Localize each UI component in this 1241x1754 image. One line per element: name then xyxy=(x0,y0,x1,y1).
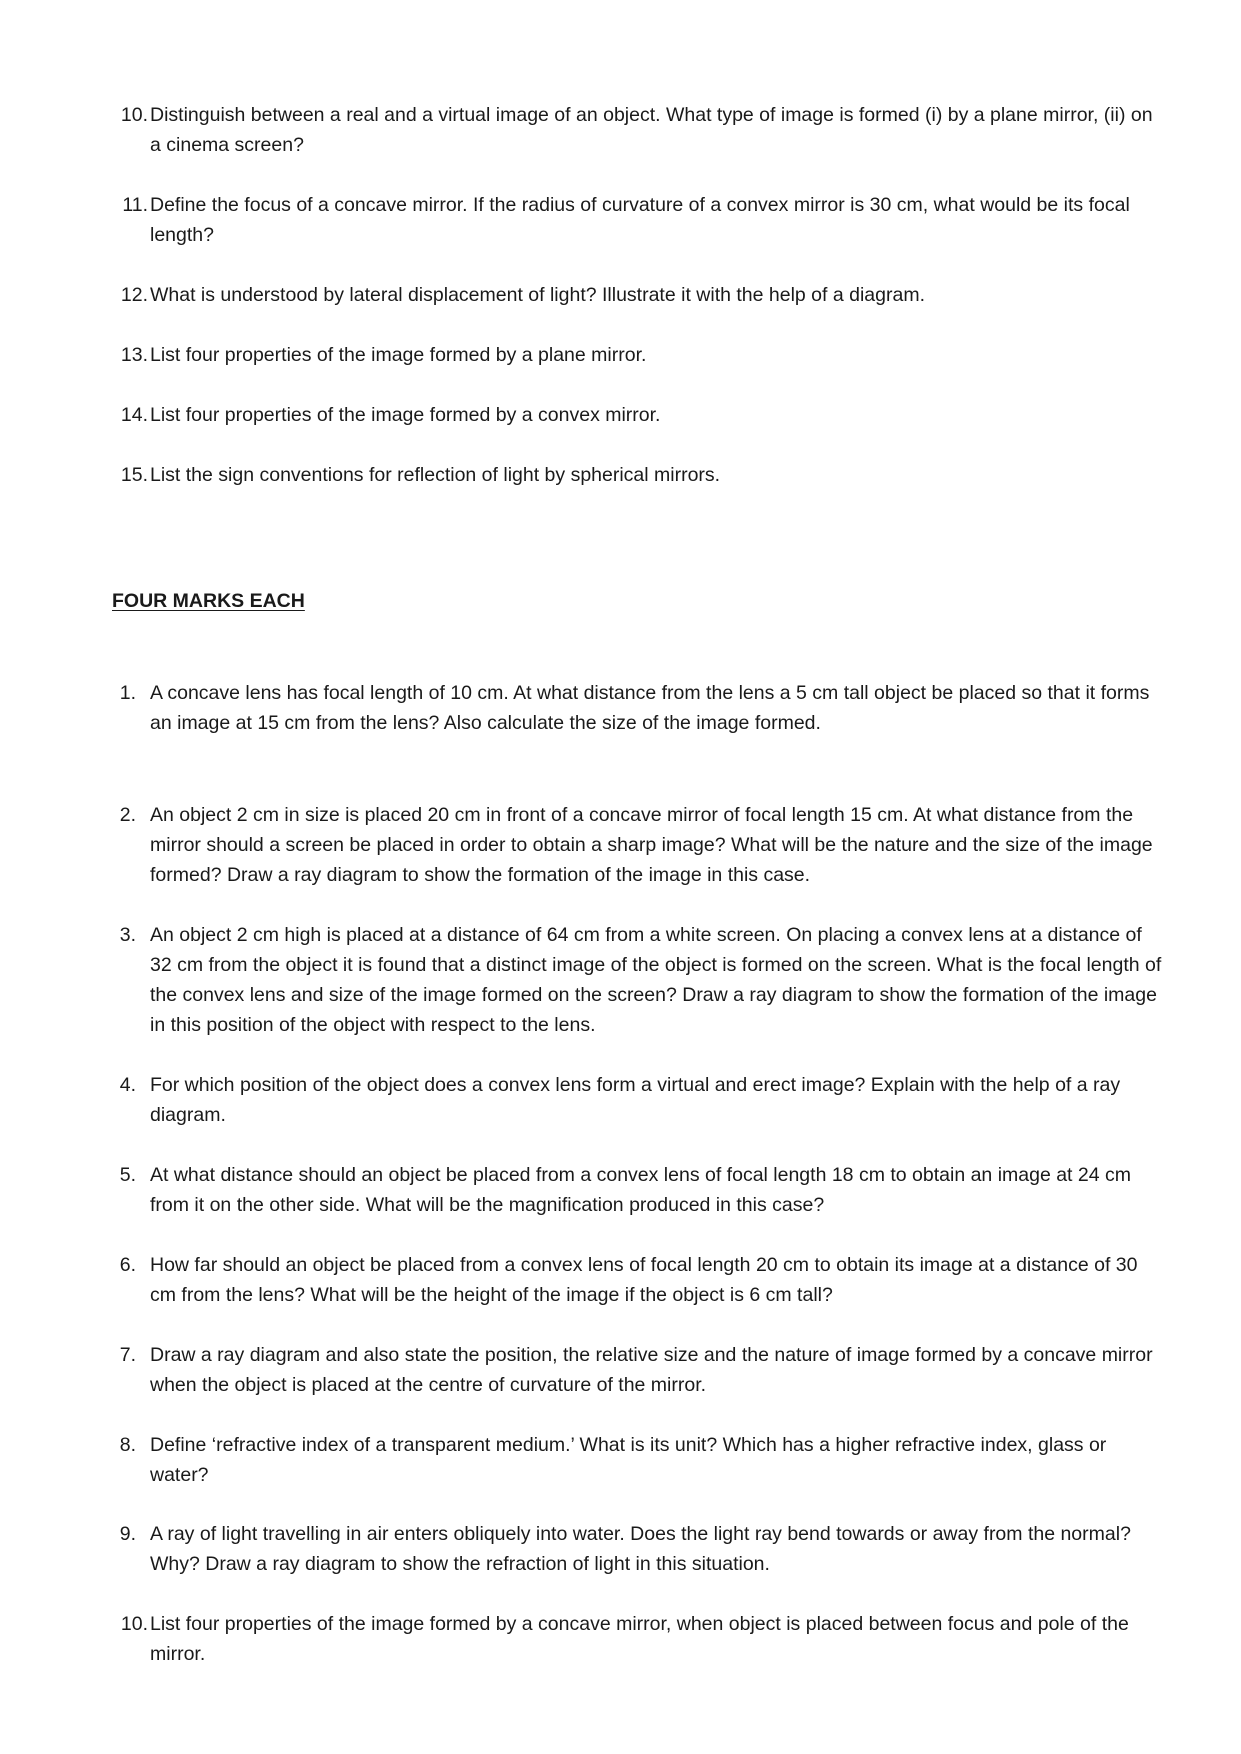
question-number: 8. xyxy=(119,1434,136,1456)
question-item xyxy=(112,1070,1162,1130)
question-text: Define ‘refractive index of a transparent medium.’ What is its unit? Which has a higher refractive index, glass or water? xyxy=(150,1434,1107,1486)
question-text: For which position of the object does a convex lens form a virtual and erect image? Explain with the help of a ray diagram. xyxy=(150,1074,1121,1126)
question-number: 14. xyxy=(120,404,148,426)
question-item xyxy=(112,1430,1162,1490)
question-item xyxy=(112,800,1162,890)
question-item xyxy=(112,460,1162,490)
question-number: 5. xyxy=(119,1164,136,1186)
question-number: 4. xyxy=(119,1074,136,1096)
question-item xyxy=(112,678,1162,738)
question-text: List four properties of the image formed by a concave mirror, when object is placed between focus and pole of the mirror. xyxy=(150,1613,1129,1665)
question-text: At what distance should an object be placed from a convex lens of focal length 18 cm to obtain an image at 24 cm from it on the other side. What will be the magnification produced in this case? xyxy=(150,1164,1131,1216)
question-text: How far should an object be placed from a convex lens of focal length 20 cm to obtain its image at a distance of 30 cm from the lens? What will be the height of the image if the object is 6 cm tall? xyxy=(150,1254,1138,1306)
question-number: 15. xyxy=(120,464,148,486)
question-item xyxy=(112,1250,1162,1310)
question-text: An object 2 cm in size is placed 20 cm in front of a concave mirror of focal length 15 cm. At what distance from the mirror should a screen be placed in order to obtain a sharp image? What will be the nature and the size of the image formed? Draw a ray diagram to show the formation of the image in this case. xyxy=(150,804,1153,886)
question-item xyxy=(112,1340,1162,1400)
question-text: List four properties of the image formed by a plane mirror. xyxy=(150,344,647,366)
question-number: 3. xyxy=(119,924,136,946)
question-text: List the sign conventions for reflection of light by spherical mirrors. xyxy=(150,464,721,486)
question-number: 2. xyxy=(119,804,136,826)
question-number: 13. xyxy=(120,344,148,366)
question-item xyxy=(112,920,1162,1040)
question-number: 11. xyxy=(122,194,148,216)
question-item xyxy=(112,340,1162,370)
question-text: Define the focus of a concave mirror. If the radius of curvature of a convex mirror is 30 cm, what would be its focal length? xyxy=(150,194,1130,246)
question-number: 10. xyxy=(120,1613,148,1635)
question-item xyxy=(112,1609,1162,1669)
question-number: 6. xyxy=(119,1254,136,1276)
question-number: 7. xyxy=(119,1344,136,1366)
question-text: An object 2 cm high is placed at a distance of 64 cm from a white screen. On placing a convex lens at a distance of 32 cm from the object it is found that a distinct image of the object is formed on the screen. What is the focal length of the convex lens and size of the image formed on the screen? Draw a ray diagram to show the formation of the image in this position of the object with respect to the lens. xyxy=(150,924,1162,1036)
section-heading: FOUR MARKS EACH xyxy=(112,590,305,612)
question-number: 9. xyxy=(119,1523,136,1545)
question-item xyxy=(112,400,1162,430)
question-item xyxy=(112,100,1162,160)
question-text: Distinguish between a real and a virtual image of an object. What type of image is formed (i) by a plane mirror, (ii) on a cinema screen? xyxy=(150,104,1153,156)
question-item xyxy=(112,1160,1162,1220)
question-text: List four properties of the image formed by a convex mirror. xyxy=(150,404,661,426)
question-number: 1. xyxy=(119,682,136,704)
question-number: 12. xyxy=(120,284,148,306)
question-item xyxy=(112,1519,1162,1579)
question-text: Draw a ray diagram and also state the position, the relative size and the nature of image formed by a concave mirror when the object is placed at the centre of curvature of the mirror. xyxy=(150,1344,1153,1396)
question-text: A concave lens has focal length of 10 cm. At what distance from the lens a 5 cm tall object be placed so that it forms an image at 15 cm from the lens? Also calculate the size of the image formed. xyxy=(150,682,1150,734)
question-item xyxy=(112,280,1162,310)
question-text: A ray of light travelling in air enters obliquely into water. Does the light ray bend towards or away from the normal? Why? Draw a ray diagram to show the refraction of light in this situation. xyxy=(150,1523,1131,1575)
question-number: 10. xyxy=(120,104,148,126)
question-text: What is understood by lateral displacement of light? Illustrate it with the help of a diagram. xyxy=(150,284,925,306)
question-item xyxy=(112,190,1162,250)
